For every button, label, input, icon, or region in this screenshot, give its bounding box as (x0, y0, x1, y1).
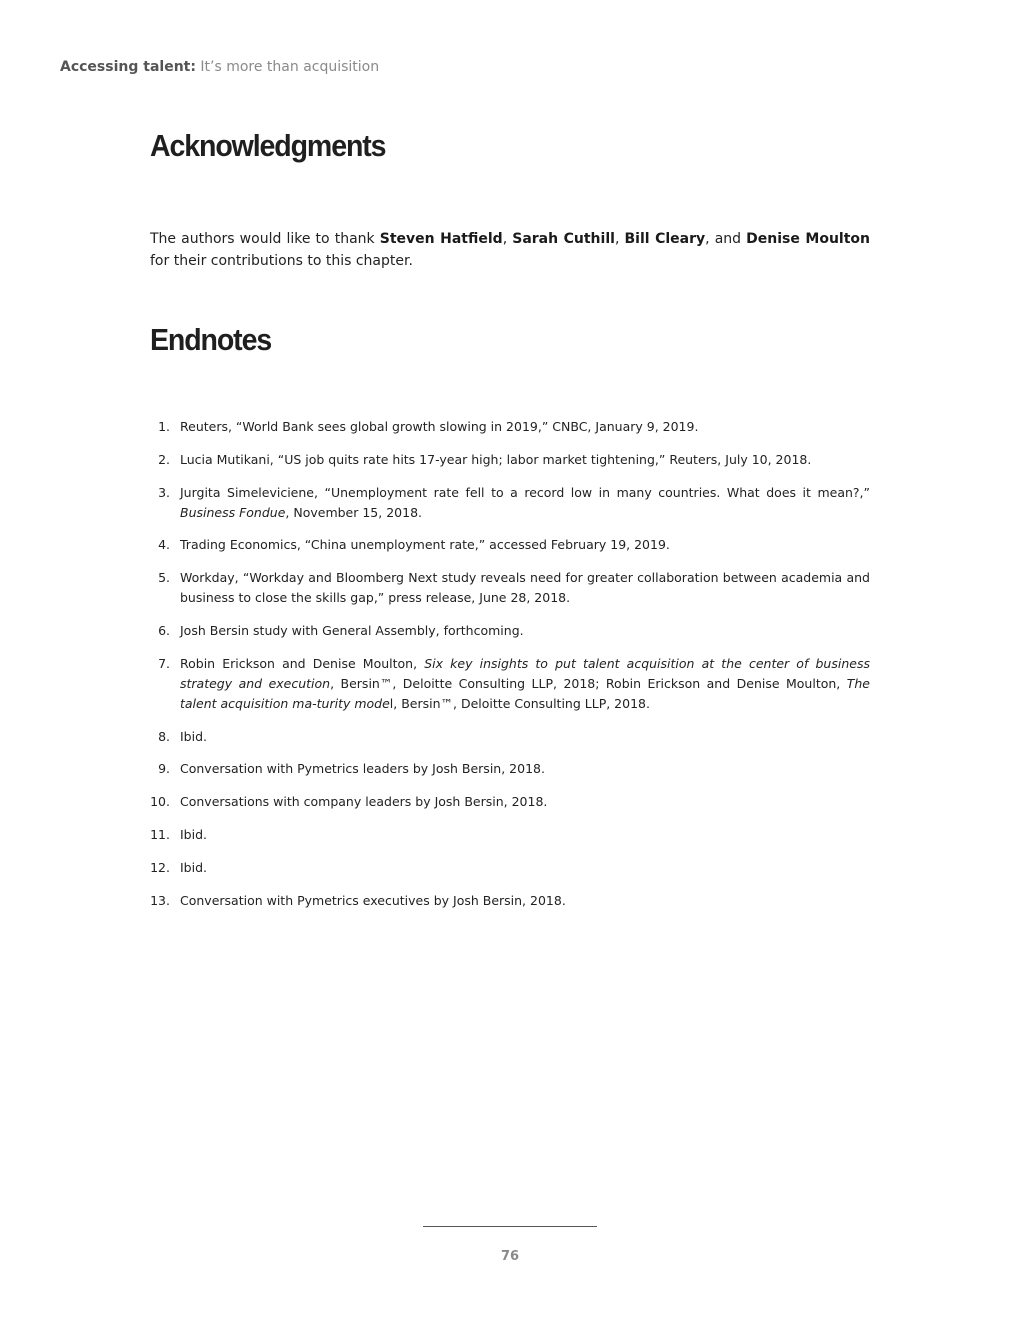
endnote-text: Josh Bersin study with General Assembly, forthcoming. (180, 622, 524, 638)
endnote-item (148, 450, 870, 470)
endnote-text: Workday, “Workday and Bloomberg Next study reveals need for greater collaboration between academia and business to close the skills gap,” press release, June 28, 2018. (180, 570, 870, 606)
endnote-item (148, 727, 870, 747)
ack-separator: , (502, 231, 513, 247)
endnotes-heading: Endnotes (150, 322, 272, 357)
endnote-number: 10. (150, 794, 170, 810)
endnote-number: 1. (158, 419, 170, 434)
endnote-text-part: Jurgita Simeleviciene, “Unemployment rate fell to a record low in many countries. What does it mean?,” (180, 484, 870, 500)
endnote-publication-title: Business Fondue (180, 504, 286, 520)
endnote-text: Conversations with company leaders by Josh Bersin, 2018. (180, 794, 548, 810)
endnote-item (148, 621, 870, 641)
endnote-number: 5. (158, 570, 170, 586)
endnote-text: Ibid. (180, 728, 208, 744)
footer-divider (423, 1226, 597, 1227)
endnote-text: Reuters, “World Bank sees global growth slowing in 2019,” CNBC, January 9, 2019. (180, 419, 699, 434)
endnote-text (180, 485, 870, 520)
acknowledgments-paragraph (150, 228, 870, 272)
endnote-text: Conversation with Pymetrics executives by Josh Bersin, 2018. (180, 892, 566, 908)
ack-name: Sarah Cuthill (512, 231, 615, 247)
endnote-item (148, 825, 870, 845)
endnote-number: 3. (158, 484, 170, 500)
endnote-text-part: , November 15, 2018. (285, 504, 422, 520)
endnote-text: Ibid. (180, 826, 208, 842)
endnote-item (148, 535, 870, 555)
ack-separator: , and (705, 231, 747, 247)
endnote-item (148, 792, 870, 812)
endnote-text (180, 656, 870, 711)
endnote-text-part: l, Bersin™, Deloitte Consulting LLP, 2018. (389, 695, 650, 711)
endnote-number: 8. (158, 728, 170, 744)
ack-outro: for their contributions to this chapter. (150, 253, 413, 269)
endnote-item (148, 568, 870, 608)
endnote-text: Trading Economics, “China unemployment rate,” accessed February 19, 2019. (180, 537, 670, 553)
ack-intro: The authors would like to thank (150, 231, 380, 247)
endnote-item (148, 891, 870, 911)
header-chapter-subtitle: It’s more than acquisition (200, 59, 380, 75)
ack-name: Denise Moulton (746, 231, 870, 247)
endnote-publication-title: Six key insights to put talent acquisition at the center of business strategy and execution (180, 655, 870, 691)
ack-name: Bill Cleary (624, 231, 706, 247)
endnote-number: 9. (158, 761, 170, 777)
endnote-item (148, 858, 870, 878)
ack-separator: , (614, 231, 625, 247)
endnote-item (148, 417, 870, 437)
endnote-number: 2. (158, 451, 170, 467)
ack-name: Steven Hatfield (379, 231, 503, 247)
header-report-title: Accessing talent: (60, 59, 196, 75)
page-number: 76 (500, 1249, 520, 1264)
endnote-text: Conversation with Pymetrics leaders by Josh Bersin, 2018. (180, 761, 545, 777)
endnote-number: 12. (150, 859, 170, 875)
acknowledgments-heading: Acknowledgments (150, 128, 386, 163)
endnote-number: 13. (150, 892, 170, 908)
endnotes-list (148, 417, 870, 923)
endnote-number: 7. (158, 655, 170, 671)
endnote-text-part: Robin Erickson and Denise Moulton, (180, 655, 425, 671)
endnote-text-part: , Bersin™, Deloitte Consulting LLP, 2018; Robin Erickson and Denise Moulton, (330, 675, 847, 691)
endnote-number: 6. (158, 622, 170, 638)
running-header (60, 59, 379, 75)
endnote-text: Ibid. (180, 859, 208, 875)
endnote-item (148, 654, 870, 714)
endnote-item (148, 483, 870, 523)
endnote-item (148, 759, 870, 779)
endnote-publication-title: The talent acquisition ma-turity mode (180, 675, 870, 711)
endnote-text: Lucia Mutikani, “US job quits rate hits 17-year high; labor market tightening,” Reuters, July 10, 2018. (180, 451, 812, 467)
endnote-number: 11. (150, 826, 170, 842)
endnote-number: 4. (158, 537, 170, 553)
